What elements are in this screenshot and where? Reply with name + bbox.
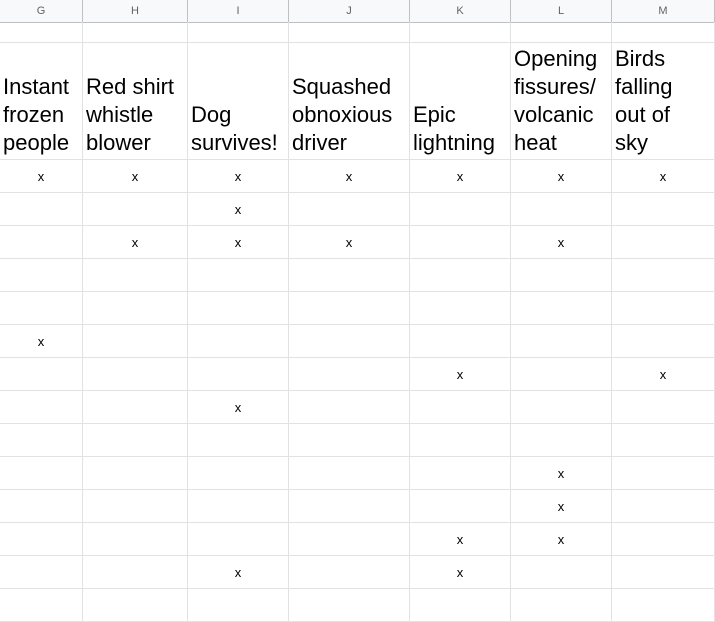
cell[interactable] [612,22,715,42]
table-row [0,589,715,622]
cell-value: x [234,169,242,184]
cell[interactable] [289,358,410,390]
cell[interactable] [511,259,612,291]
table-row [0,193,715,226]
cell[interactable] [612,325,715,357]
cell[interactable] [188,226,289,258]
cell[interactable] [410,391,511,423]
header-cell[interactable]: Epic lightning [410,43,511,159]
cell[interactable] [188,424,289,456]
cell[interactable] [511,523,612,555]
cell[interactable] [511,391,612,423]
cell[interactable] [0,589,83,621]
cell[interactable] [289,193,410,225]
table-row [0,292,715,325]
cell[interactable] [612,358,715,390]
cell[interactable] [188,523,289,555]
column-header-row [0,0,715,23]
cell-value: x [659,169,667,184]
cell-value: x [659,367,667,382]
cell[interactable] [410,523,511,555]
cell[interactable] [83,589,188,621]
cell[interactable] [83,391,188,423]
cell[interactable] [410,22,511,42]
cell-value: x [131,169,139,184]
header-cell[interactable]: Dog survives! [188,43,289,159]
column-header-l[interactable]: L [511,0,612,22]
column-header-i[interactable]: I [188,0,289,22]
cell[interactable] [0,358,83,390]
cell[interactable] [289,589,410,621]
cell-value: x [234,565,242,580]
table-row [0,490,715,523]
header-cell[interactable]: Instant frozen people [0,43,83,159]
cell[interactable] [612,556,715,588]
cell[interactable] [0,325,83,357]
column-header-m[interactable]: M [612,0,715,22]
cell-value: x [557,235,565,250]
cell[interactable] [612,193,715,225]
cell[interactable] [188,22,289,42]
cell[interactable] [511,589,612,621]
cell[interactable] [511,325,612,357]
cell[interactable] [612,160,715,192]
cell[interactable] [83,259,188,291]
table-row [0,325,715,358]
table-row [0,457,715,490]
table-row [0,523,715,556]
cell-value: x [37,169,45,184]
cell[interactable] [289,424,410,456]
column-header-k[interactable]: K [410,0,511,22]
cell[interactable] [612,226,715,258]
cell[interactable] [188,391,289,423]
cell[interactable] [289,523,410,555]
cell[interactable] [511,457,612,489]
cell-value: x [234,400,242,415]
cell-value: x [456,367,464,382]
cell[interactable] [83,160,188,192]
cell[interactable] [410,193,511,225]
cell[interactable] [511,226,612,258]
cell-value: x [557,169,565,184]
cell-value: x [456,565,464,580]
cell[interactable] [0,160,83,192]
cell[interactable] [0,292,83,324]
cell-value: x [557,532,565,547]
cell[interactable] [410,160,511,192]
cell[interactable] [289,391,410,423]
cell[interactable] [612,259,715,291]
cell[interactable] [0,22,83,42]
cell[interactable] [83,490,188,522]
cell[interactable] [83,556,188,588]
cell-value: x [234,202,242,217]
table-row [0,160,715,193]
cell[interactable] [511,556,612,588]
cell[interactable] [612,589,715,621]
cell[interactable] [612,292,715,324]
cell[interactable] [188,259,289,291]
cell[interactable] [410,292,511,324]
cell[interactable] [289,160,410,192]
cell[interactable] [410,259,511,291]
column-header-j[interactable]: J [289,0,410,22]
cell[interactable] [511,160,612,192]
cell[interactable] [83,22,188,42]
cell[interactable] [511,22,612,42]
cell[interactable] [188,358,289,390]
cell[interactable] [83,358,188,390]
header-cell[interactable]: Red shirt whistle blower [83,43,188,159]
cell[interactable] [612,424,715,456]
cell[interactable] [410,589,511,621]
cell[interactable] [289,457,410,489]
header-cell[interactable]: Birds falling out of sky [612,43,715,159]
cell[interactable] [289,325,410,357]
table-row [0,226,715,259]
header-cell[interactable]: Squashed obnoxious driver [289,43,410,159]
cell[interactable] [410,556,511,588]
cell[interactable] [612,457,715,489]
cell[interactable] [410,424,511,456]
cell[interactable] [188,490,289,522]
column-header-h[interactable]: H [83,0,188,22]
cell[interactable] [0,490,83,522]
cell-value: x [557,466,565,481]
cell[interactable] [289,490,410,522]
cell[interactable] [188,292,289,324]
cell[interactable] [188,556,289,588]
cell[interactable] [188,589,289,621]
cell[interactable] [0,193,83,225]
table-row [0,424,715,457]
table-row [0,391,715,424]
table-row [0,556,715,589]
cell[interactable] [83,523,188,555]
cell[interactable] [289,292,410,324]
cell[interactable] [0,457,83,489]
cell-value: x [456,532,464,547]
cell[interactable] [83,292,188,324]
header-cell[interactable]: Opening fissures/ volcanic heat [511,43,612,159]
cell[interactable] [612,523,715,555]
cell[interactable] [0,226,83,258]
cell[interactable] [612,391,715,423]
cell[interactable] [612,490,715,522]
cell[interactable] [83,325,188,357]
cell[interactable] [410,226,511,258]
cell-value: x [37,334,45,349]
header-text-row [0,43,715,160]
cell[interactable] [0,556,83,588]
cell[interactable] [410,325,511,357]
column-header-g[interactable]: G [0,0,83,22]
cell[interactable] [0,391,83,423]
cell[interactable] [511,358,612,390]
cell[interactable] [511,292,612,324]
cell[interactable] [410,490,511,522]
cell[interactable] [410,457,511,489]
cell-value: x [234,235,242,250]
cell[interactable] [511,490,612,522]
table-row [0,259,715,292]
table-row [0,358,715,391]
cell[interactable] [511,424,612,456]
cell[interactable] [410,358,511,390]
cell[interactable] [511,193,612,225]
cell[interactable] [188,457,289,489]
empty-row [0,22,715,43]
cell[interactable] [0,523,83,555]
cell-value: x [345,169,353,184]
cell[interactable] [83,226,188,258]
cell-value: x [345,235,353,250]
cell-value: x [557,499,565,514]
cell[interactable] [188,325,289,357]
cell[interactable] [289,22,410,42]
cell[interactable] [83,424,188,456]
cell[interactable] [0,259,83,291]
cell[interactable] [289,259,410,291]
cell[interactable] [0,424,83,456]
cell[interactable] [289,556,410,588]
cell[interactable] [188,193,289,225]
cell[interactable] [289,226,410,258]
cell[interactable] [83,457,188,489]
cell-value: x [131,235,139,250]
cell-value: x [456,169,464,184]
cell[interactable] [83,193,188,225]
cell[interactable] [188,160,289,192]
